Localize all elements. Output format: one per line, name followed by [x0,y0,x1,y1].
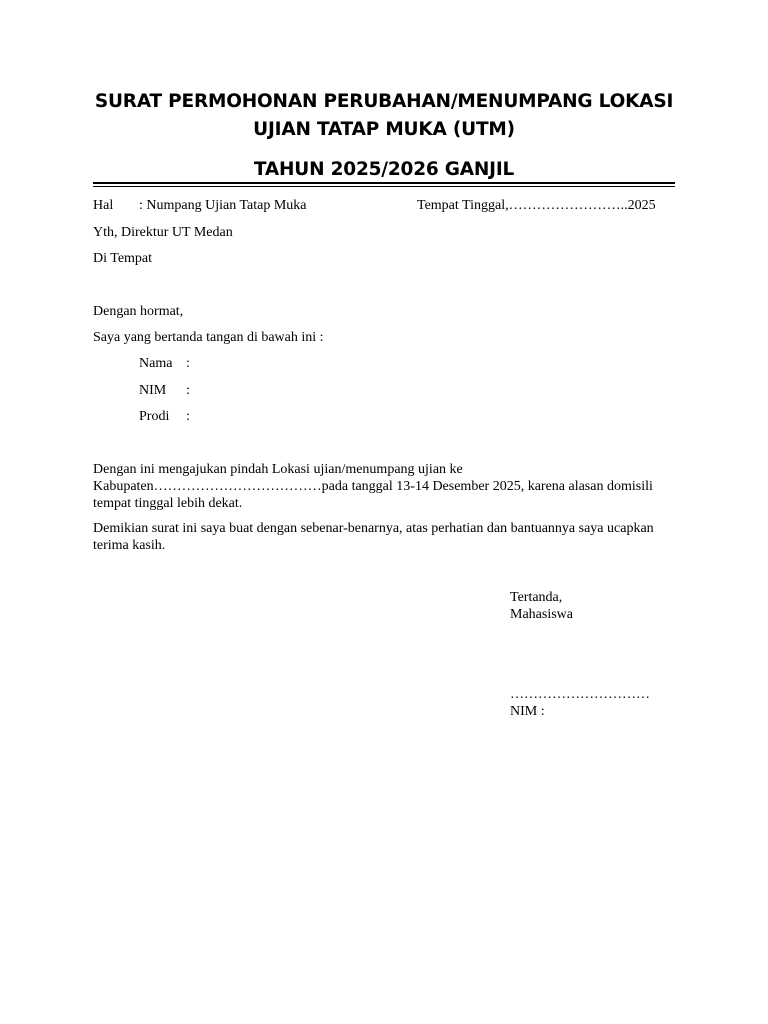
field-sep-nama: : [186,356,190,371]
request-line-3: tempat tinggal lebih dekat. [93,496,243,511]
title-line-1: SURAT PERMOHONAN PERUBAHAN/MENUMPANG LOKASI [94,91,674,112]
header-rule-thin [93,186,675,187]
intro-line: Saya yang bertanda tangan di bawah ini : [93,330,324,345]
signature-name-dots: ………………………… [510,687,650,702]
hal-label: Hal [93,198,114,213]
place-date: Tempat Tinggal,……………………..2025 [417,198,656,213]
closing-line-2: terima kasih. [93,538,166,553]
greeting: Dengan hormat, [93,304,184,319]
request-paragraph [93,461,673,512]
recipient-line: Yth, Direktur UT Medan [93,225,233,240]
signature-nim: NIM : [510,704,545,719]
signature-role: Mahasiswa [510,607,573,622]
header-rule-thick [93,182,675,184]
request-line-1: Dengan ini mengajukan pindah Lokasi ujian/menumpang ujian ke [93,462,463,477]
request-line-2: Kabupaten………………………………pada tanggal 13-14 Desember 2025, karena alasan domisili [93,479,653,494]
hal-value: : Numpang Ujian Tatap Muka [139,198,307,213]
field-sep-prodi: : [186,409,190,424]
field-label-nama: Nama [139,356,173,371]
closing-paragraph [93,520,673,554]
closing-line-1: Demikian surat ini saya buat dengan sebenar-benarnya, atas perhatian dan bantuannya saya ucapkan [93,521,654,536]
year-title: TAHUN 2025/2026 GANJIL [253,159,515,180]
field-sep-nim: : [186,383,190,398]
field-label-nim: NIM [139,383,167,398]
recipient-place: Di Tempat [93,251,153,266]
field-label-prodi: Prodi [139,409,170,424]
title-line-2: UJIAN TATAP MUKA (UTM) [253,119,515,140]
letter-title [93,88,675,144]
signature-greeting: Tertanda, [510,590,563,605]
